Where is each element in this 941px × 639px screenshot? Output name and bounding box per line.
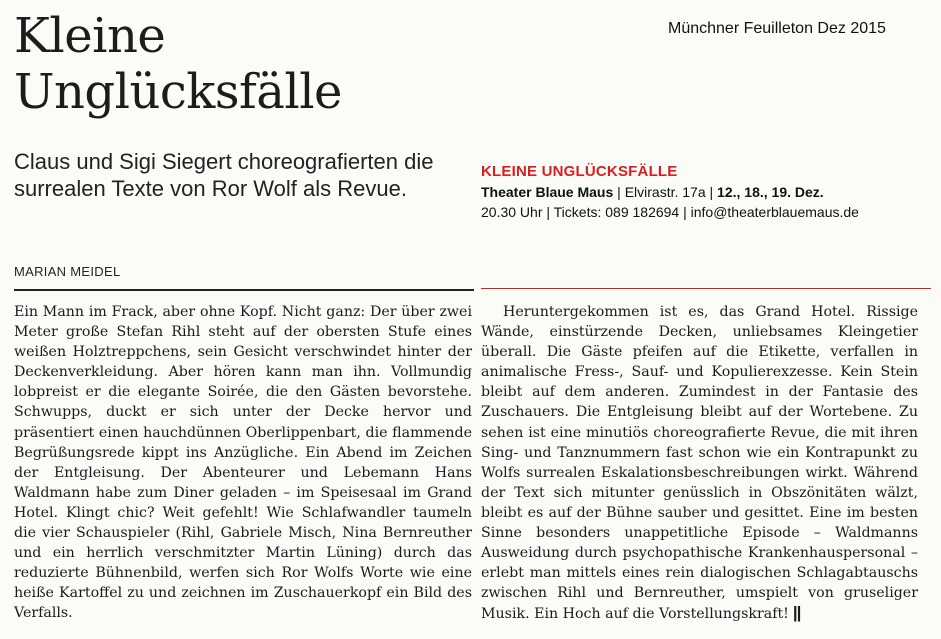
source-label: Münchner Feuilleton Dez 2015 (668, 20, 886, 37)
event-title: KLEINE UNGLÜCKSFÄLLE (481, 163, 678, 180)
separator: | (617, 184, 621, 200)
event-venue-line (481, 182, 931, 202)
accent-divider-rule (481, 288, 931, 289)
author-byline: MARIAN MEIDEL (14, 264, 121, 279)
separator: | (709, 184, 714, 200)
event-address: Elvirastr. 17a (624, 184, 706, 200)
body-column-right (481, 302, 918, 625)
body-paragraph (481, 302, 918, 625)
body-text: Heruntergekommen ist es, das Grand Hotel. Rissige Wände, einstürzende Decken, unliebsames Kleingetier überall. Die Gäste pfeifen auf die Etikette, verfallen in animalische Fress-, Sauf- und Kopulierexzesse. Kein Stein bleibt auf dem anderen. Zumindest in der Fantasie des Zuschauers. Die Entgleisung bleibt auf der Wortebene. Zu sehen ist eine minutiös choreografierte Revue, die mit ihren Sing- und Tanznummern fast schon wie ein Kontrapunkt zu Wolfs surrealen Eskalationsbeschreibungen wirkt. Während der Text sich mitunter genüsslich in Obszönitäten wälzt, bleibt es auf der Bühne sauber und gesittet. Eine im besten Sinne besonders unappetitliche Episode – Waldmanns Ausweidung durch psychopathische Krankenhauspersonal – erlebt man mittels eines rein dialogischen Schlagabtauschs zwischen Rihl und Bernreuther, umspielt von gruseliger Musik. Ein Hoch auf die Vorstellungskraft! (481, 304, 918, 623)
article-subtitle: Claus und Sigi Siegert choreografierten die surrealen Texte von Ror Wolf als Revue. (14, 149, 434, 201)
end-mark: || (792, 603, 801, 623)
article-title (14, 8, 474, 120)
body-column-left (14, 302, 472, 624)
event-dates: 12., 18., 19. Dez. (717, 184, 824, 200)
event-venue: Theater Blaue Maus (481, 184, 614, 200)
body-paragraph: Ein Mann im Frack, aber ohne Kopf. Nicht ganz: Der über zwei Meter große Stefan Rihl steht auf der obersten Stufe eines weißen Holztreppchens, sein Gesicht verschwindet hinter der Deckenverkleidung. Aber hören kann man ihn. Vollmundig lobpreist er die elegante Soirée, die den Gästen bevorstehe. Schwupps, duckt er sich unter der Decke hervor und präsentiert einen hauchdünnen Oberlippenbart, die flammende Begrüßungsrede kippt ins Anzügliche. Ein Abend im Zeichen der Entgleisung. Der Abenteurer und Lebemann Hans Waldmann habe zum Diner geladen – im Speisesaal im Grand Hotel. Klingt chic? Weit gefehlt! Wie Schlafwandler taumeln die vier Schauspieler (Rihl, Gabriele Misch, Nina Bernreuther und ein herrlich verschmitzter Martin Lüning) durch das reduzierte Bühnenbild, werfen sich Ror Wolfs Worte wie eine heiße Kartoffel zu und zeichnen im Zuschauerkopf ein Bild des Verfalls. (14, 304, 472, 622)
divider-rule (14, 289, 474, 291)
event-info-box (481, 162, 931, 222)
event-details: 20.30 Uhr | Tickets: 089 182694 | info@theaterblauemaus.de (481, 204, 859, 220)
title-line-1: Kleine (14, 8, 166, 64)
title-line-2: Unglücksfälle (14, 64, 342, 120)
